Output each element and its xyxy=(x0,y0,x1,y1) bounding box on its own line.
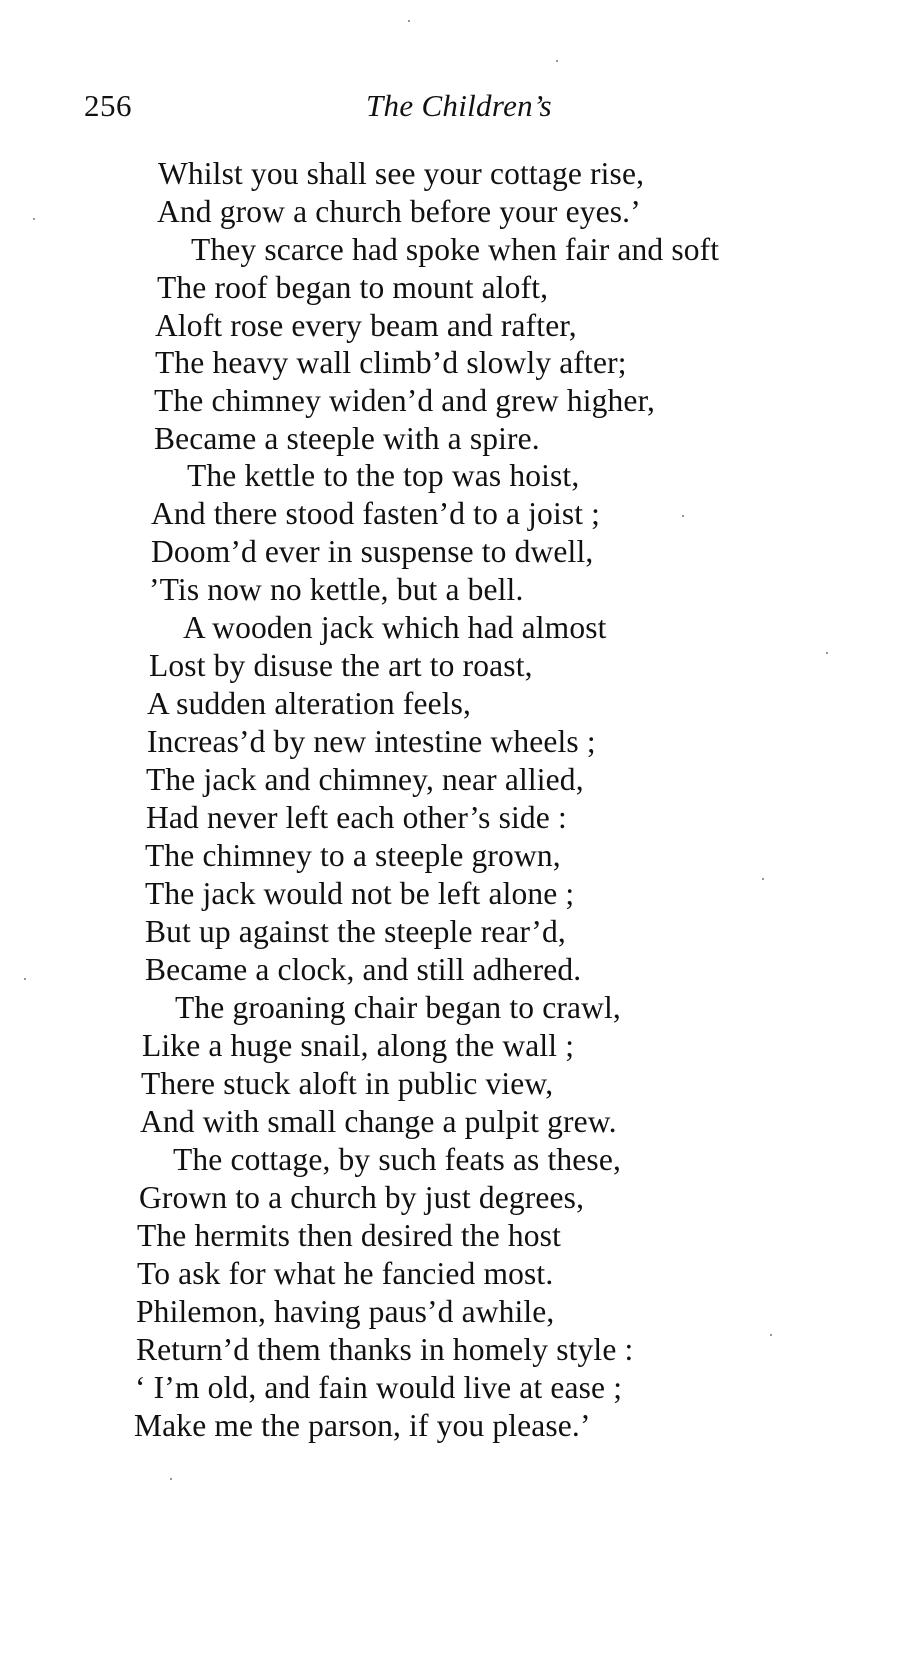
poem-line: Doom’d ever in suspense to dwell, xyxy=(151,534,594,569)
paper-speck xyxy=(170,1478,172,1480)
poem-line: Grown to a church by just degrees, xyxy=(139,1180,585,1215)
paper-speck xyxy=(556,60,558,62)
poem-line: Lost by disuse the art to roast, xyxy=(149,648,533,683)
poem-line-indented: They scarce had spoke when fair and soft xyxy=(191,232,720,267)
poem-line: And grow a church before your eyes.’ xyxy=(157,194,641,229)
paper-speck xyxy=(24,978,26,980)
poem-line: A sudden alteration feels, xyxy=(147,686,472,721)
poem-line: Became a clock, and still adhered. xyxy=(145,952,582,987)
poem-line: The jack and chimney, near allied, xyxy=(146,762,584,797)
poem-line-indented: The cottage, by such feats as these, xyxy=(173,1142,621,1177)
poem-line: Philemon, having paus’d awhile, xyxy=(136,1294,555,1329)
poem-line: The hermits then desired the host xyxy=(137,1218,561,1253)
paper-speck xyxy=(682,515,684,517)
poem-line-indented: The kettle to the top was hoist, xyxy=(187,458,580,493)
poem-line: Increas’d by new intestine wheels ; xyxy=(147,724,596,759)
poem-line: The roof began to mount aloft, xyxy=(157,270,549,305)
poem-line: Aloft rose every beam and rafter, xyxy=(155,308,577,343)
poem-line: Had never left each other’s side : xyxy=(146,800,567,835)
poem-line: To ask for what he fancied most. xyxy=(137,1256,554,1291)
paper-speck xyxy=(826,652,828,654)
poem-line: The chimney to a steeple grown, xyxy=(145,838,561,873)
poem-line: And with small change a pulpit grew. xyxy=(140,1104,617,1139)
paper-speck xyxy=(762,878,764,880)
poem-line-indented: A wooden jack which had almost xyxy=(183,610,607,645)
poem-line: Return’d them thanks in homely style : xyxy=(136,1332,634,1367)
poem-line: But up against the steeple rear’d, xyxy=(145,914,566,949)
poem-line: The heavy wall climb’d slowly after; xyxy=(155,345,627,380)
poem-line: Whilst you shall see your cottage rise, xyxy=(158,156,645,191)
running-title: The Children’s xyxy=(366,88,552,123)
poem-line-indented: The groaning chair began to crawl, xyxy=(175,990,621,1025)
poem-line: The jack would not be left alone ; xyxy=(145,876,575,911)
poem-line: The chimney widen’d and grew higher, xyxy=(154,383,655,418)
poem-line: Became a steeple with a spire. xyxy=(154,421,540,456)
paper-speck xyxy=(408,20,410,22)
paper-speck xyxy=(33,218,35,220)
poem-line: ‘ I’m old, and fain would live at ease ; xyxy=(135,1370,623,1405)
poem-line: ’Tis now no kettle, but a bell. xyxy=(149,572,524,607)
paper-speck xyxy=(770,1334,772,1336)
page-number: 256 xyxy=(84,88,132,123)
poem-line: There stuck aloft in public view, xyxy=(141,1066,554,1101)
poem-line: Make me the parson, if you please.’ xyxy=(134,1408,591,1443)
poem-line: Like a huge snail, along the wall ; xyxy=(142,1028,575,1063)
poem-line: And there stood fasten’d to a joist ; xyxy=(151,496,601,531)
